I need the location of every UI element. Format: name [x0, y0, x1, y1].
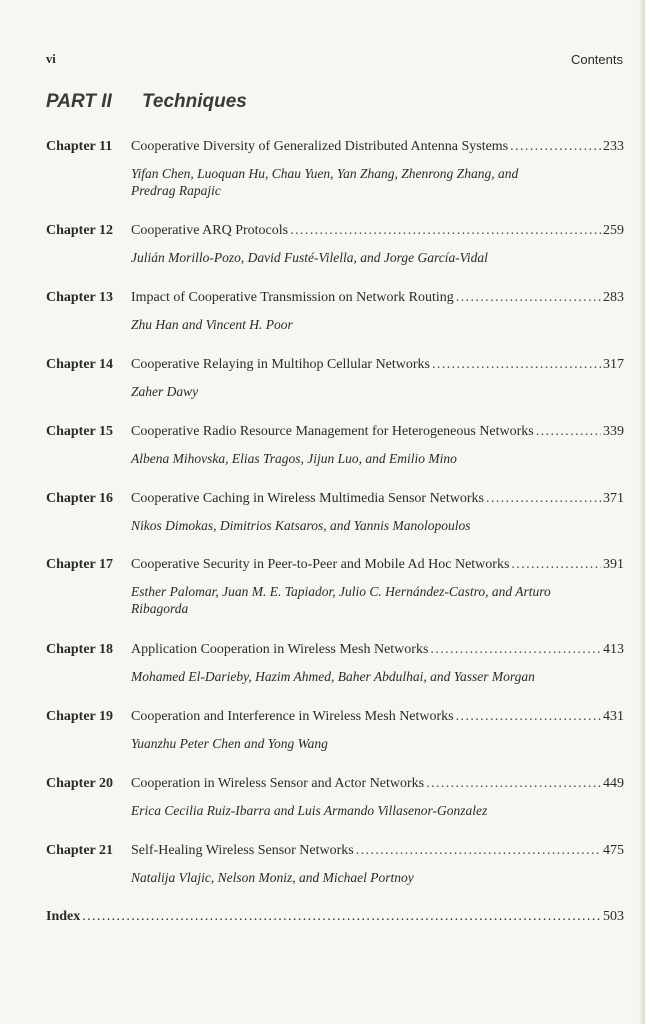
part-label: PART II	[46, 91, 112, 112]
chapter-title[interactable]: Application Cooperation in Wireless Mesh Networks	[131, 642, 429, 657]
chapter-authors: Yuanzhu Peter Chen and Yong Wang	[131, 736, 328, 751]
chapter-authors: Mohamed El-Darieby, Hazim Ahmed, Baher Abdulhai, and Yasser Morgan	[131, 669, 535, 684]
dot-leader	[456, 290, 601, 306]
chapter-authors: Yifan Chen, Luoquan Hu, Chau Yuen, Yan Zhang, Zhenrong Zhang, and Predrag Rapajic	[131, 166, 519, 198]
index-label[interactable]: Index	[46, 909, 81, 924]
chapter-title-line[interactable]	[131, 424, 624, 440]
toc-entry-index[interactable]	[46, 909, 624, 925]
chapter-title[interactable]: Self-Healing Wireless Sensor Networks	[131, 843, 354, 858]
chapter-label: Chapter 13	[46, 290, 114, 305]
chapter-page-number: 449	[603, 776, 624, 791]
chapter-authors: Nikos Dimokas, Dimitrios Katsaros, and Yannis Manolopoulos	[131, 518, 471, 533]
chapter-title-line[interactable]	[131, 491, 624, 507]
chapter-title[interactable]: Cooperative Radio Resource Management for Heterogeneous Networks	[131, 424, 534, 439]
dot-leader	[356, 843, 601, 859]
chapter-label: Chapter 11	[46, 139, 113, 154]
chapter-title-line[interactable]	[131, 642, 624, 658]
dot-leader	[426, 776, 601, 792]
chapter-label: Chapter 18	[46, 642, 114, 657]
chapter-authors: Erica Cecilia Ruiz-Ibarra and Luis Armando Villasenor-Gonzalez	[131, 803, 488, 818]
chapter-label: Chapter 20	[46, 776, 114, 791]
chapter-page-number: 475	[603, 843, 624, 858]
chapter-label: Chapter 16	[46, 491, 114, 506]
chapter-title[interactable]: Cooperative Security in Peer-to-Peer and Mobile Ad Hoc Networks	[131, 557, 510, 572]
running-title: Contents	[570, 52, 623, 67]
chapter-label: Chapter 21	[46, 843, 114, 858]
chapter-authors: Albena Mihovska, Elias Tragos, Jijun Luo, and Emilio Mino	[131, 451, 457, 466]
part-title: Techniques	[142, 91, 247, 112]
part-heading	[46, 91, 247, 113]
dot-leader	[290, 223, 601, 239]
chapter-title[interactable]: Cooperative Relaying in Multihop Cellular Networks	[131, 357, 431, 372]
page-edge	[639, 0, 645, 1024]
chapter-page-number: 317	[603, 357, 624, 372]
chapter-label: Chapter 12	[46, 223, 114, 238]
chapter-label: Chapter 19	[46, 709, 114, 724]
chapter-label: Chapter 14	[46, 357, 114, 372]
chapter-title[interactable]: Impact of Cooperative Transmission on Network Routing	[131, 290, 454, 305]
chapter-authors: Natalija Vlajic, Nelson Moniz, and Michael Portnoy	[131, 870, 414, 885]
chapter-title-line[interactable]	[131, 557, 624, 573]
chapter-authors: Zhu Han and Vincent H. Poor	[131, 317, 293, 332]
index-page-number: 503	[603, 909, 624, 924]
dot-leader	[432, 357, 601, 373]
chapter-title-line[interactable]	[131, 223, 624, 239]
chapter-label: Chapter 15	[46, 424, 114, 439]
chapter-title-line[interactable]	[131, 843, 624, 859]
chapter-page-number: 431	[603, 709, 624, 724]
dot-leader	[510, 139, 601, 155]
chapter-title-line[interactable]	[131, 709, 624, 725]
chapter-page-number: 413	[603, 642, 624, 657]
chapter-title-line[interactable]	[131, 776, 624, 792]
chapter-title[interactable]: Cooperative ARQ Protocols	[131, 223, 289, 238]
chapter-title[interactable]: Cooperation in Wireless Sensor and Actor Networks	[131, 776, 425, 791]
dot-leader	[456, 709, 601, 725]
chapter-label: Chapter 17	[46, 557, 114, 572]
page-number: vi	[46, 52, 56, 66]
chapter-authors: Julián Morillo-Pozo, David Fusté-Vilella, and Jorge García-Vidal	[131, 250, 488, 265]
dot-leader	[430, 642, 601, 658]
dot-leader	[511, 557, 601, 573]
dot-leader	[536, 424, 601, 440]
chapter-title[interactable]: Cooperative Caching in Wireless Multimedia Sensor Networks	[131, 491, 485, 506]
chapter-title[interactable]: Cooperation and Interference in Wireless Mesh Networks	[131, 709, 454, 724]
chapter-page-number: 233	[603, 139, 624, 154]
chapter-page-number: 371	[603, 491, 624, 506]
chapter-authors: Esther Palomar, Juan M. E. Tapiador, Julio C. Hernández-Castro, and Arturo Ribagorda	[131, 584, 551, 616]
chapter-title-line[interactable]	[131, 290, 624, 306]
dot-leader	[82, 909, 601, 925]
chapter-page-number: 339	[603, 424, 624, 439]
chapter-authors: Zaher Dawy	[131, 384, 199, 399]
chapter-page-number: 283	[603, 290, 624, 305]
chapter-page-number: 259	[603, 223, 624, 238]
chapter-title-line[interactable]	[131, 139, 624, 155]
chapter-title-line[interactable]	[131, 357, 624, 373]
chapter-title[interactable]: Cooperative Diversity of Generalized Distributed Antenna Systems	[131, 139, 509, 154]
chapter-page-number: 391	[603, 557, 624, 572]
dot-leader	[486, 491, 601, 507]
